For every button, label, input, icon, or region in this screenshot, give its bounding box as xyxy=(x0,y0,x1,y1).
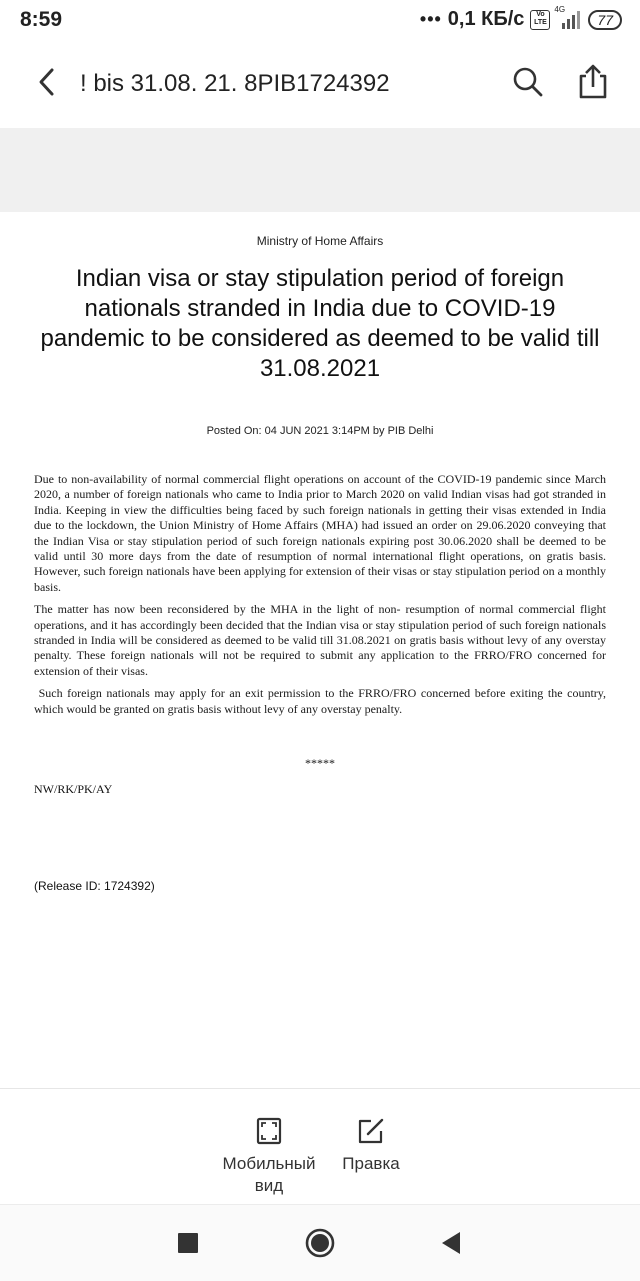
paragraph: Such foreign nationals may apply for an exit permission to the FRRO/FRO concerned before exiting the country, which would be granted on gratis basis without levy of any overstay penalty. xyxy=(34,686,610,716)
mobile-view-label-line2: вид xyxy=(254,1176,284,1195)
reference-code: NW/RK/PK/AY xyxy=(34,782,113,796)
nav-back-button[interactable] xyxy=(438,1229,466,1257)
back-button[interactable] xyxy=(30,64,66,100)
circle-icon xyxy=(304,1227,336,1259)
mobile-view-label-line1: Мобильный xyxy=(222,1154,316,1173)
status-bar xyxy=(0,0,640,40)
search-icon xyxy=(510,64,546,100)
recents-button[interactable] xyxy=(174,1229,202,1257)
posted-date: Posted On: 04 JUN 2021 3:14PM by PIB Delhi xyxy=(206,425,434,437)
network-speed: 0,1 КБ/с xyxy=(447,8,525,30)
more-dots: ••• xyxy=(419,9,442,29)
network-type: 4G xyxy=(554,4,566,14)
bottom-toolbar xyxy=(0,1088,640,1205)
status-time: 8:59 xyxy=(20,8,63,31)
mobile-view-button[interactable] xyxy=(208,1117,330,1197)
toolbar-spacer xyxy=(0,128,640,212)
release-id: (Release ID: 1724392) xyxy=(34,879,155,893)
search-button[interactable] xyxy=(510,64,546,100)
square-icon xyxy=(174,1229,202,1257)
triangle-back-icon xyxy=(438,1229,466,1257)
paragraph: The matter has now been reconsidered by the MHA in the light of non- resumption of normal commercial flight operations, and it has accordingly been decided that the Indian visa or stay stipulation period of such foreign nationals stranded in India will be considered as deemed to be valid till 31.08.2021 on gratis basis without levy of any overstay penalty. These foreign nationals will not be required to submit any application to the FRRO/FRO concerned for extension of their visas. xyxy=(34,602,606,678)
edit-label: Правка xyxy=(342,1154,400,1173)
battery-icon: 77 xyxy=(588,10,622,30)
ministry-label: Ministry of Home Affairs xyxy=(256,234,384,248)
edit-button[interactable] xyxy=(330,1117,412,1175)
separator: ***** xyxy=(305,756,335,770)
system-nav-bar xyxy=(0,1204,640,1281)
volte-icon: Vo LTE xyxy=(530,10,550,30)
document-page xyxy=(0,212,640,1088)
share-button[interactable] xyxy=(574,62,612,102)
share-icon xyxy=(574,62,612,102)
status-indicators xyxy=(419,4,622,31)
chevron-left-icon xyxy=(30,64,66,100)
fullscreen-frame-icon xyxy=(256,1117,282,1145)
paragraph: Due to non-availability of normal commercial flight operations on account of the COVID-19 pandemic since March 2020, a number of foreign nationals who came to India prior to March 2020 on valid Indian visas had got stranded in India. Keeping in view the difficulties being faced by such foreign nationals in getting their visas extended in India due to the lockdown, the Union Ministry of Home Affairs (MHA) had issued an order on 29.06.2020 conveying that the Indian Visa or stay stipulation period of such foreign nationals expiring post 30.06.2020 shall be deemed to be valid until 30 more days from the date of resumption of normal international flight operations, on gratis basis. However, such foreign nationals have been applying for extension of their visas or stay stipulation period on a monthly basis. xyxy=(34,472,606,594)
page-title: Indian visa or stay stipulation period of foreign nationals stranded in India due to COVID-19 pandemic to be considered as deemed to be valid till 31.08.2021 xyxy=(40,265,600,382)
app-bar xyxy=(0,40,640,128)
home-button[interactable] xyxy=(304,1227,336,1259)
signal-icon xyxy=(554,4,582,29)
document-body xyxy=(34,472,610,724)
document-title: ! bis 31.08. 21. 8PIB1724392 xyxy=(80,70,390,97)
edit-icon xyxy=(357,1117,385,1145)
